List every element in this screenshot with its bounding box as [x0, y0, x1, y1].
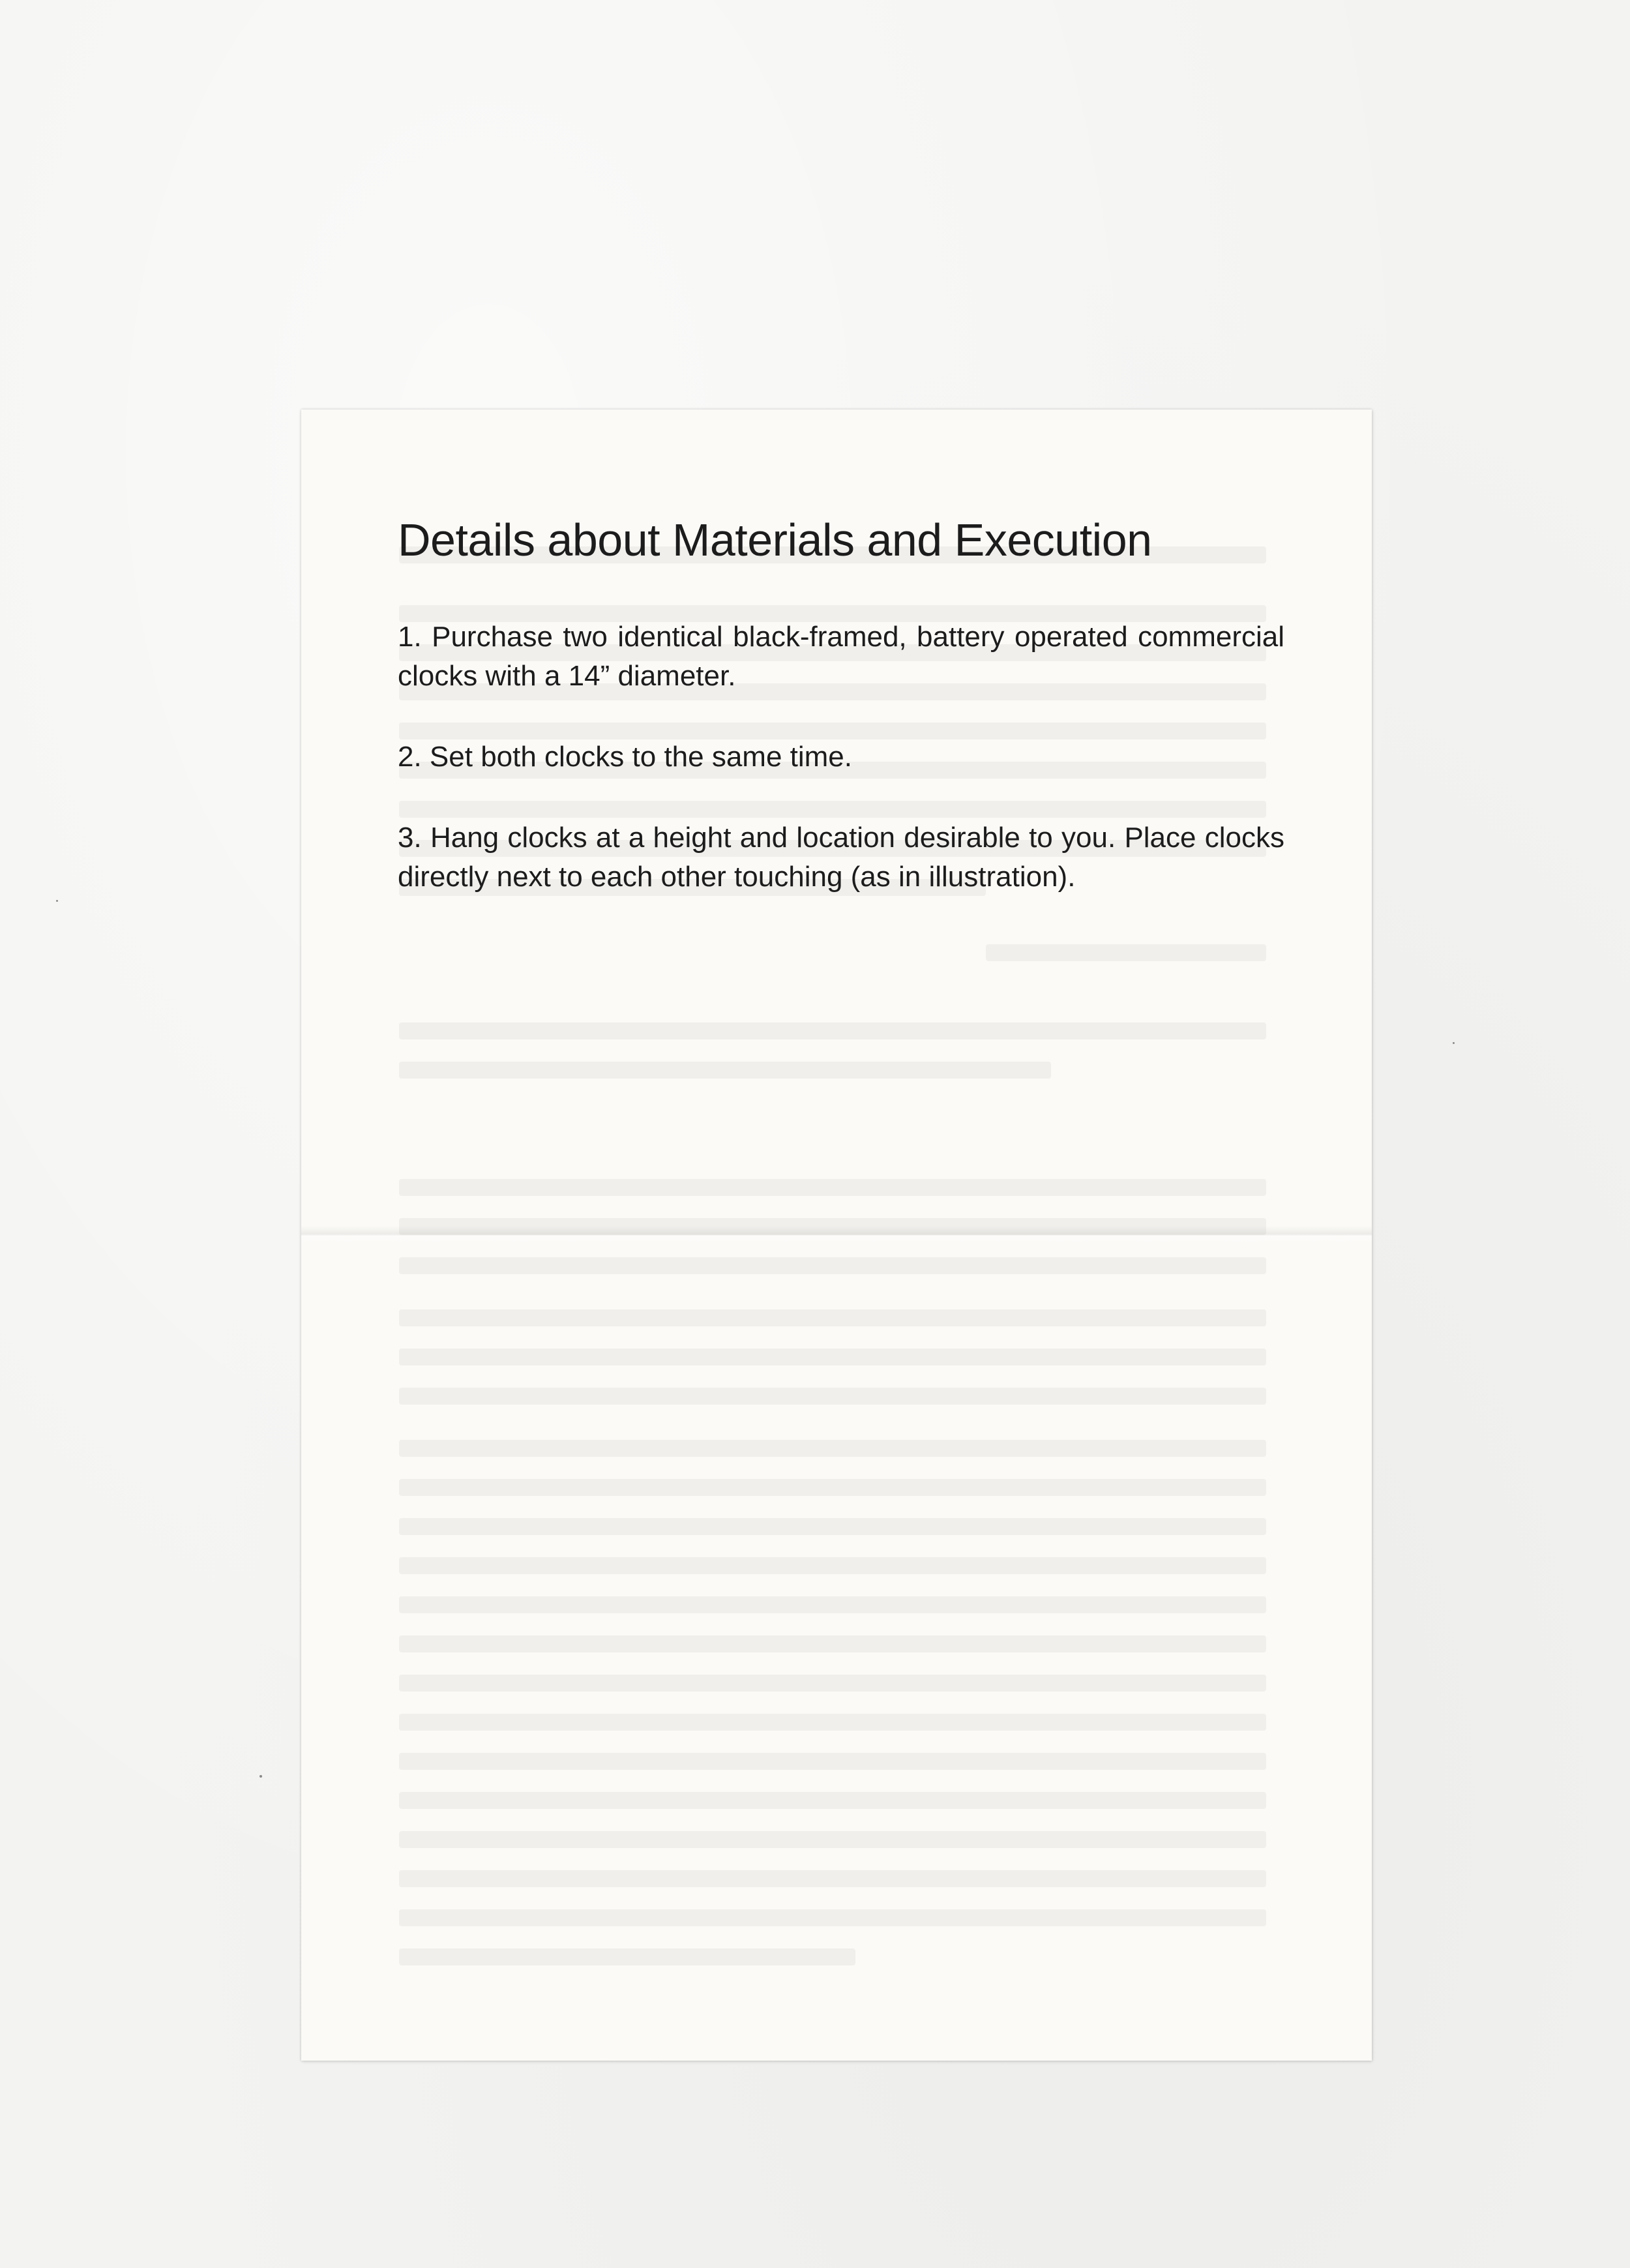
paper-sheet	[301, 410, 1372, 2061]
paper-fold-crease	[301, 1226, 1372, 1244]
instruction-list	[398, 618, 1284, 897]
dust-speck	[1453, 1042, 1455, 1044]
document-title: Details about Materials and Execution	[398, 515, 1152, 565]
document-content	[398, 514, 1284, 938]
dust-speck	[56, 900, 58, 902]
instruction-step-1: 1. Purchase two identical black-framed, battery operated commercial clocks with a 14” diameter.	[398, 620, 1284, 692]
instruction-step-2: 2. Set both clocks to the same time.	[398, 740, 852, 773]
dust-speck	[259, 1775, 262, 1778]
instruction-step-3: 3. Hang clocks at a height and location desirable to you. Place clocks directly next to each other touching (as in illustration).	[398, 821, 1284, 893]
